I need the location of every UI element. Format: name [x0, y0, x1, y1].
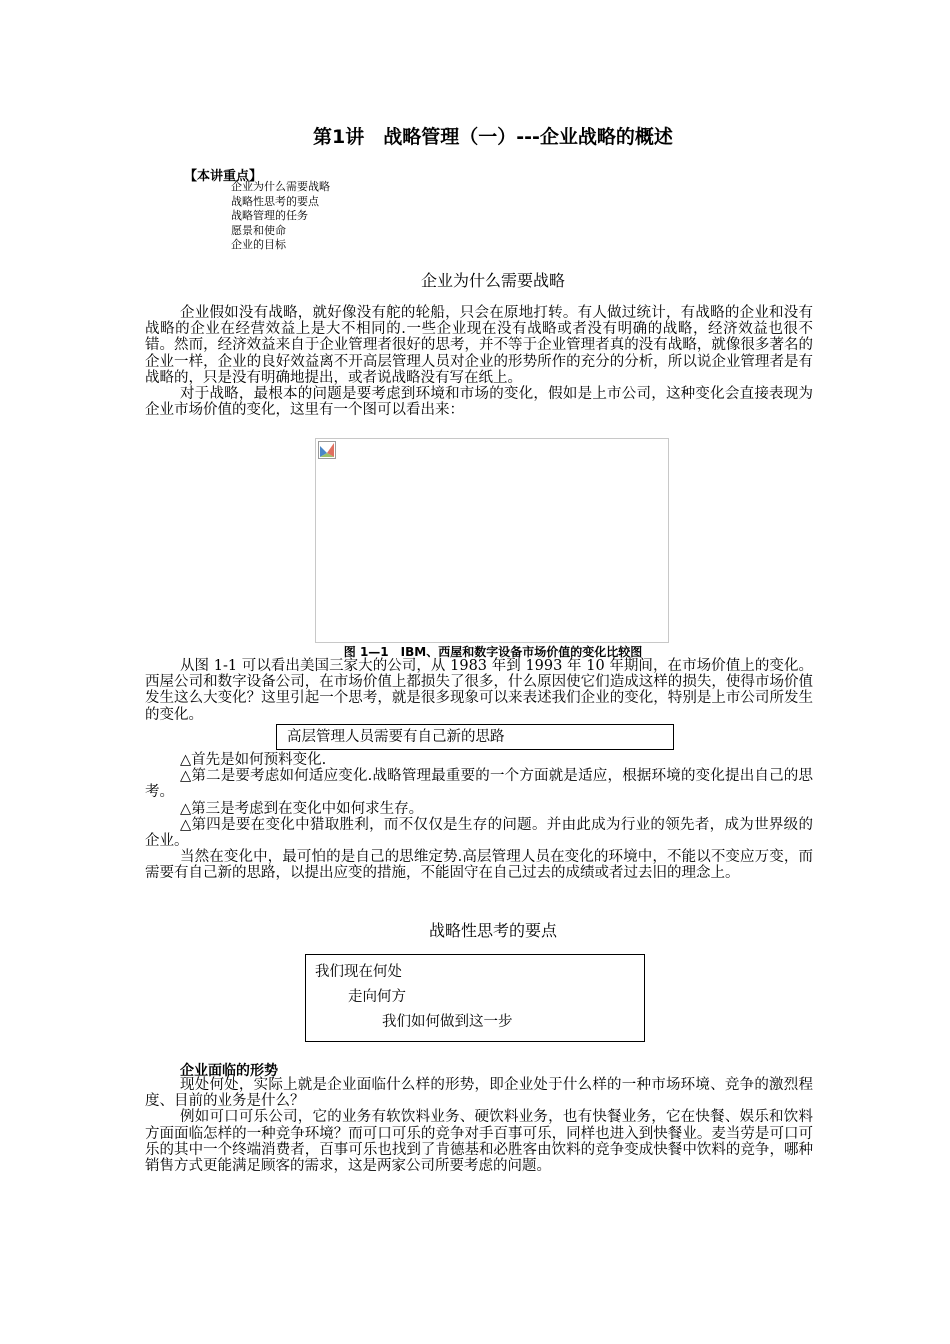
paragraph: 企业假如没有战略，就好像没有舵的轮船，只会在原地打转。有人做过统计，有战略的企业和没有战略的企业在经营效益上是大不相同的.一些企业现在没有战略或者没有明确的战略，经济效益也很不错。然而，经济效益来自于企业管理者很好的思考，并不等于企业管理者真的没有战略，就像很多著名的企业一样，企业的良好效益离不开高层管理人员对企业的形势所作的充分的分析，所以说企业管理者是有战略的，只是没有明确地提出，或者说战略没有写在纸上。 — [145, 305, 813, 386]
paragraph: △第三是考虑到在变化中如何求生存。 — [180, 800, 424, 817]
key-point-item: 愿景和使命 — [231, 223, 286, 237]
section-heading: 企业为什么需要战略 — [420, 271, 565, 290]
thinking-box — [305, 954, 645, 1042]
paragraph: 当然在变化中，最可怕的是自己的思维定势.高层管理人员在变化的环境中，不能以不变应万变，而需要有自己新的思路，以提出应变的措施，不能固守在自己过去的成绩或者过去旧的理念上。 — [145, 849, 813, 882]
key-point-item: 战略性思考的要点 — [231, 194, 319, 208]
callout-box: 高层管理人员需要有自己新的思路 — [276, 724, 674, 750]
thinking-line: 我们现在何处 — [315, 964, 402, 980]
key-point-item: 企业的目标 — [231, 238, 286, 251]
thinking-line: 我们如何做到这一步 — [382, 1014, 513, 1030]
key-point-item: 战略管理的任务 — [231, 209, 308, 222]
figure-caption: 图 1—1 IBM、西屋和数字设备市场价值的变化比较图 — [343, 645, 643, 659]
after-figure-text — [145, 658, 813, 723]
paragraph: 例如可口可乐公司，它的业务有软饮料业务、硬饮料业务，也有快餐业务，它在快餐、娱乐和饮料方面面临怎样的一种竞争环境？而可口可乐的竞争对手百事可乐，同样也进入到快餐业。麦当劳是可口可乐的其中一个终端消费者，百事可乐也找到了肯德基和必胜客由饮料的竞争变成快餐中饮料的竞争，哪种销售方式更能满足顾客的需求，这是两家公司所要考虑的问题。 — [145, 1109, 813, 1175]
paragraph: 对于战略，最根本的问题是要考虑到环境和市场的变化，假如是上市公司，这种变化会直接表现为企业市场价值的变化，这里有一个图可以看出来： — [145, 386, 813, 419]
section-heading: 战略性思考的要点 — [428, 921, 557, 940]
figure-placeholder — [315, 438, 669, 643]
paragraph: △第二是要考虑如何适应变化.战略管理最重要的一个方面就是适应，根据环境的变化提出自己的思考。 — [145, 768, 813, 801]
points-text — [145, 752, 813, 882]
situation-text — [145, 1077, 813, 1174]
thinking-line: 走向何方 — [348, 989, 406, 1005]
subheading: 企业面临的形势 — [180, 1063, 278, 1079]
paragraph: 从图 1-1 可以看出美国三家大的公司，从 1983 年到 1993 年 10 年期间，在市场价值上的变化。西屋公司和数字设备公司，在市场价值上都损失了很多，什么原因使它们造成这样的损失，使得市场价值发生这么大变化？这里引起一个思考，就是很多现象可以来表述我们企业的变化，特别是上市公司所发生的变化。 — [145, 658, 813, 723]
key-point-item: 企业为什么需要战略 — [231, 180, 330, 193]
paragraph: 现处何处，实际上就是企业面临什么样的形势，即企业处于什么样的一种市场环境、竞争的激烈程度、目前的业务是什么？ — [145, 1077, 813, 1110]
key-points-list — [231, 180, 330, 253]
broken-image-icon — [318, 441, 336, 459]
key-points-heading: 【本讲重点】 — [184, 169, 263, 184]
paragraph: △首先是如何预料变化. — [180, 752, 327, 768]
intro-text — [145, 305, 813, 418]
page-title: 第1讲 战略管理（一）---企业战略的概述 — [313, 126, 673, 148]
paragraph: △第四是要在变化中猎取胜利，而不仅仅是生存的问题。并由此成为行业的领先者，成为世界级的企业。 — [145, 816, 813, 850]
